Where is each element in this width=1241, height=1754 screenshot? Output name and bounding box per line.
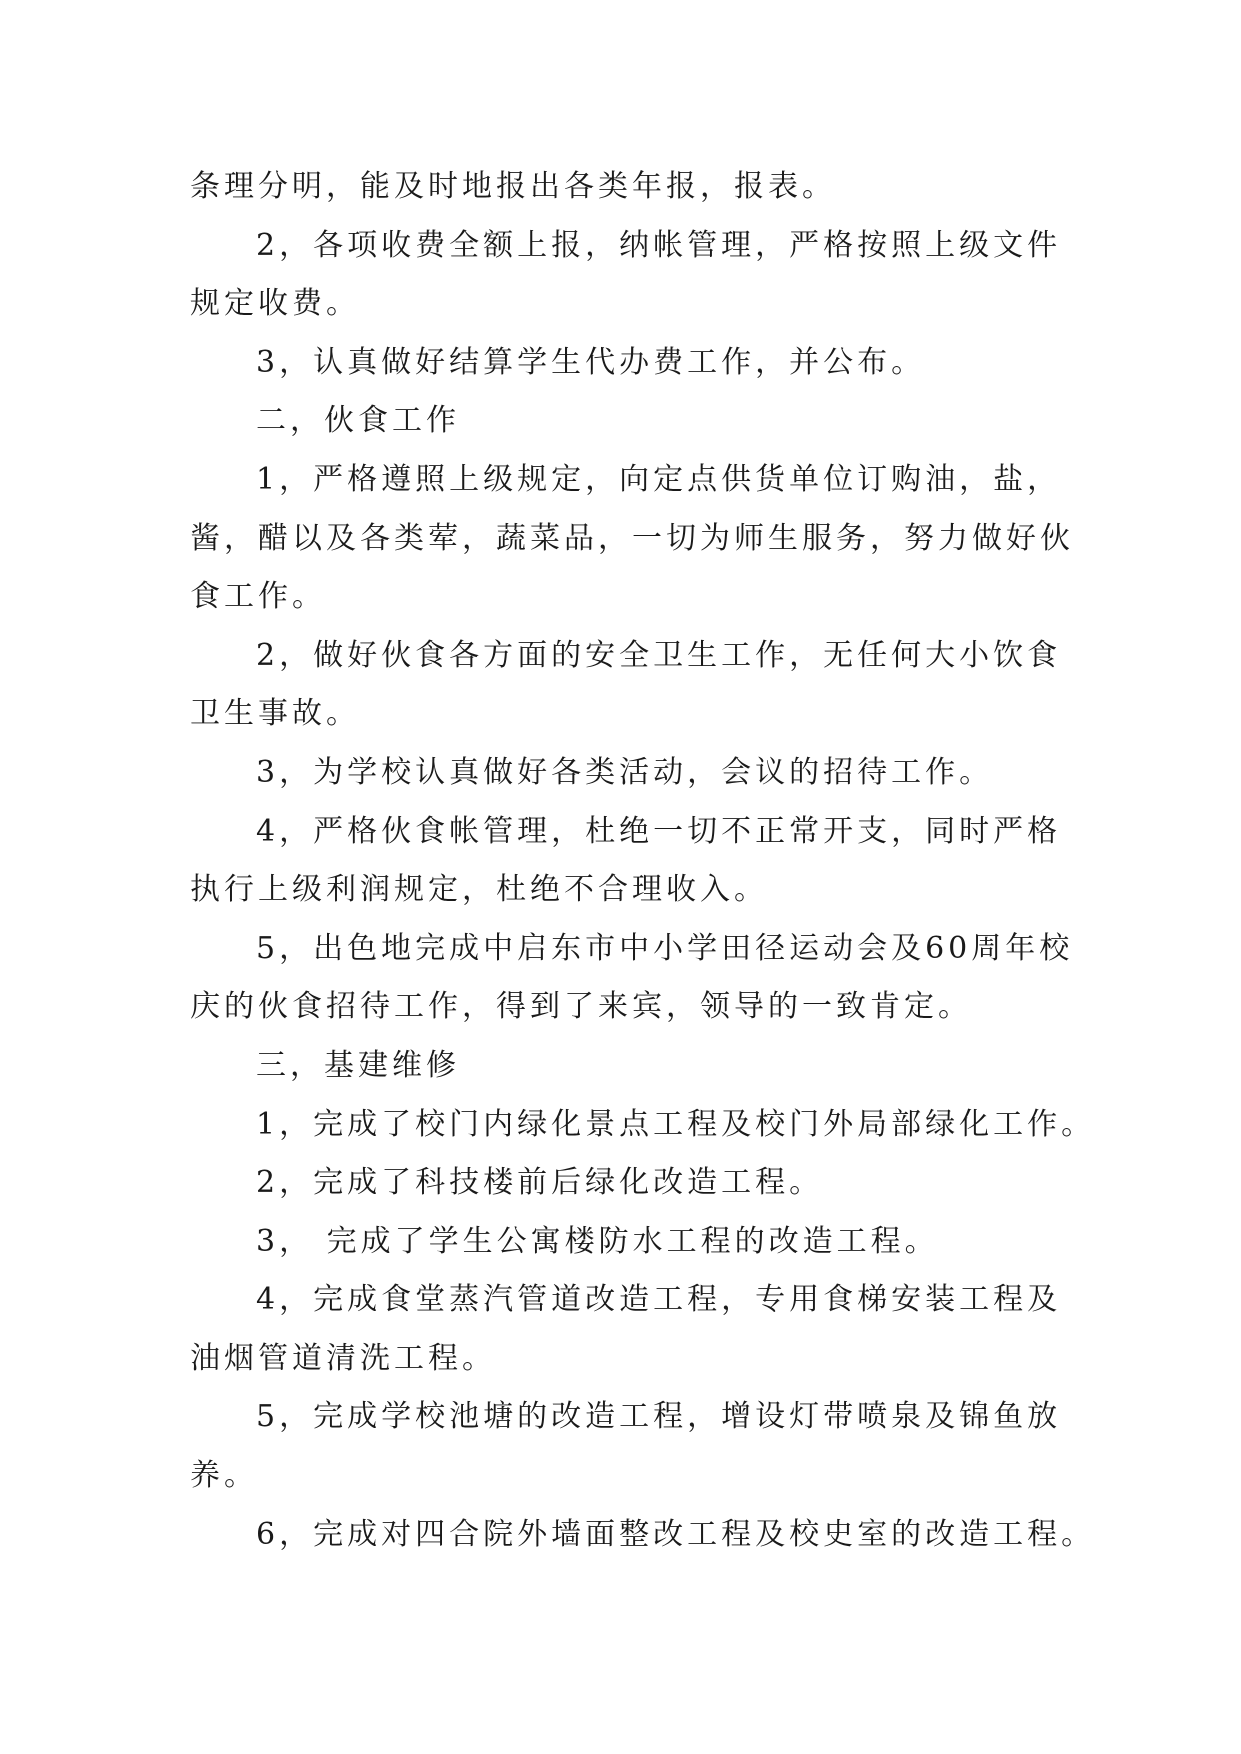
text-line: 油烟管道清洗工程。 <box>190 1340 496 1376</box>
text-line: 5，出色地完成中启东市中小学田径运动会及60周年校 <box>256 930 1074 966</box>
text-line: 规定收费。 <box>190 286 360 322</box>
text-line: 4，严格伙食帐管理，杜绝一切不正常开支，同时严格 <box>256 813 1062 849</box>
document-body <box>190 158 1096 1564</box>
text-line: 3，认真做好结算学生代办费工作，并公布。 <box>256 344 926 380</box>
text-line: 2，完成了科技楼前后绿化改造工程。 <box>256 1165 824 1201</box>
section-heading: 二，伙食工作 <box>256 403 460 439</box>
section-heading: 三，基建维修 <box>256 1047 460 1083</box>
text-line: 卫生事故。 <box>190 696 360 732</box>
text-line: 食工作。 <box>190 579 326 615</box>
text-line: 1，完成了校门内绿化景点工程及校门外局部绿化工作。 <box>256 1106 1096 1142</box>
text-line: 4，完成食堂蒸汽管道改造工程，专用食梯安装工程及 <box>256 1282 1062 1318</box>
text-line: 酱，醋以及各类荤，蔬菜品，一切为师生服务，努力做好伙 <box>190 520 1074 556</box>
text-line: 5，完成学校池塘的改造工程，增设灯带喷泉及锦鱼放 <box>256 1399 1062 1435</box>
text-line: 养。 <box>190 1458 258 1494</box>
text-line: 3， 完成了学生公寓楼防水工程的改造工程。 <box>256 1223 939 1259</box>
text-line: 执行上级利润规定，杜绝不合理收入。 <box>190 872 768 908</box>
text-line: 6，完成对四合院外墙面整改工程及校史室的改造工程。 <box>256 1516 1096 1552</box>
text-line: 条理分明，能及时地报出各类年报，报表。 <box>190 169 836 204</box>
text-line: 2，各项收费全额上报，纳帐管理，严格按照上级文件 <box>256 227 1062 263</box>
text-line: 3，为学校认真做好各类活动，会议的招待工作。 <box>256 754 994 790</box>
text-line: 1，严格遵照上级规定，向定点供货单位订购油，盐， <box>256 461 1062 497</box>
text-line: 2，做好伙食各方面的安全卫生工作，无任何大小饮食 <box>256 637 1062 673</box>
text-line: 庆的伙食招待工作，得到了来宾，领导的一致肯定。 <box>190 989 972 1025</box>
